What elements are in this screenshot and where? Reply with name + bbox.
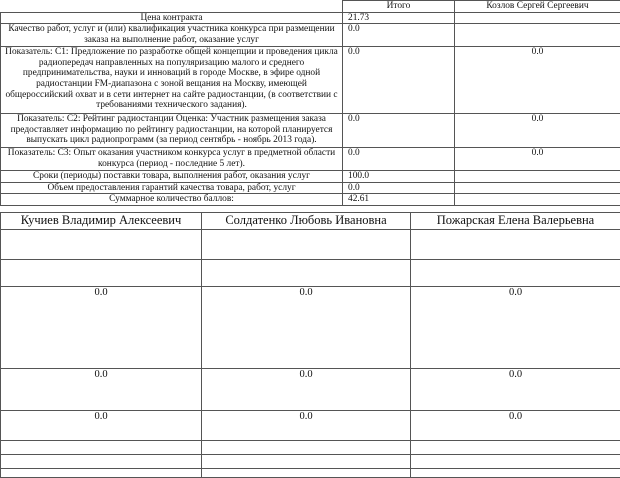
criterion-label: Показатель: С3: Опыт оказания участником конкурса услуг в предметной области конкурса (период - последние 5 лет). [1, 148, 343, 171]
criterion-label: Объем предоставления гарантий качества товара, работ, услуг [1, 182, 343, 194]
total-value: 0.0 [343, 114, 455, 148]
table-row [1, 182, 620, 194]
table-row [1, 47, 620, 114]
total-value: 0.0 [343, 47, 455, 114]
table-row [1, 24, 620, 47]
participants-header-row [1, 213, 620, 230]
participant-value [202, 441, 411, 455]
participants-row [1, 287, 620, 369]
total-value: 0.0 [343, 182, 455, 194]
participants-row [1, 260, 620, 287]
table-row [1, 114, 620, 148]
participant-value: 0.0 [1, 411, 202, 441]
participant-value: 0.0 [1, 287, 202, 369]
participants-row [1, 369, 620, 411]
table-row [1, 12, 620, 24]
participant-value [411, 441, 620, 455]
table-row [1, 148, 620, 171]
participant-value [411, 469, 620, 478]
header-row [1, 1, 620, 13]
participants-row [1, 230, 620, 260]
participant-name: Пожарская Елена Валерьевна [411, 213, 620, 230]
header-empty-cell [1, 1, 343, 13]
participant-name: Солдатенко Любовь Ивановна [202, 213, 411, 230]
participants-row [1, 455, 620, 469]
criterion-label: Показатель: С2: Рейтинг радиостанции Оценка: Участник размещения заказа предоставляет информацию по рейтингу радиостанции, на которой планируется выпускать цикл радиопрограмм (за период сентябрь - ноябрь 2013 года). [1, 114, 343, 148]
participant-value [1, 230, 202, 260]
criterion-label: Суммарное количество баллов: [1, 194, 343, 206]
participant-value: 0.0 [455, 47, 620, 114]
participant-value [1, 260, 202, 287]
participant-value [202, 230, 411, 260]
scores-table [0, 0, 620, 206]
participant-value [202, 469, 411, 478]
total-value: 0.0 [343, 148, 455, 171]
participant-value: 0.0 [1, 369, 202, 411]
participant-value: 0.0 [411, 411, 620, 441]
participant-value [202, 455, 411, 469]
participant-value [455, 171, 620, 183]
participant-value: 0.0 [202, 411, 411, 441]
participant-value [1, 441, 202, 455]
criterion-label: Цена контракта [1, 12, 343, 24]
table-row [1, 171, 620, 183]
total-value: 42.61 [343, 194, 455, 206]
participant-value [455, 194, 620, 206]
participant-value: 0.0 [202, 369, 411, 411]
total-value: 0.0 [343, 24, 455, 47]
participants-row [1, 411, 620, 441]
total-value: 100.0 [343, 171, 455, 183]
participant-value [1, 469, 202, 478]
participant-name: Кучиев Владимир Алексеевич [1, 213, 202, 230]
participants-table [0, 212, 620, 478]
criterion-label: Показатель: С1: Предложение по разработке общей концепции и проведения цикла радиопередач направленных на популяризацию малого и среднего предпринимательства, науки и инноваций в городе Москве, в эфире одной радиостанции FM-диапазона с зоной вещания на Москву, имеющей общероссийский охват и в сети интернет на сайте радиостанции, (в соответствии с требованиями технического задания). [1, 47, 343, 114]
participant-value [202, 260, 411, 287]
participants-row [1, 441, 620, 455]
participant-value: 0.0 [455, 114, 620, 148]
participant-value: 0.0 [411, 369, 620, 411]
participant-header: Козлов Сергей Сергеевич [455, 1, 620, 13]
participant-value: 0.0 [202, 287, 411, 369]
criterion-label: Качество работ, услуг и (или) квалификация участника конкурса при размещении заказа на выполнение работ, оказание услуг [1, 24, 343, 47]
table-row [1, 194, 620, 206]
participant-value [455, 182, 620, 194]
total-value: 21.73 [343, 12, 455, 24]
participant-value [411, 230, 620, 260]
total-header: Итого [343, 1, 455, 13]
participant-value [1, 455, 202, 469]
participant-value [455, 24, 620, 47]
participant-value [455, 12, 620, 24]
participant-value [411, 260, 620, 287]
criterion-label: Сроки (периоды) поставки товара, выполнения работ, оказания услуг [1, 171, 343, 183]
participant-value: 0.0 [455, 148, 620, 171]
participant-value: 0.0 [411, 287, 620, 369]
participant-value [411, 455, 620, 469]
participants-row [1, 469, 620, 478]
